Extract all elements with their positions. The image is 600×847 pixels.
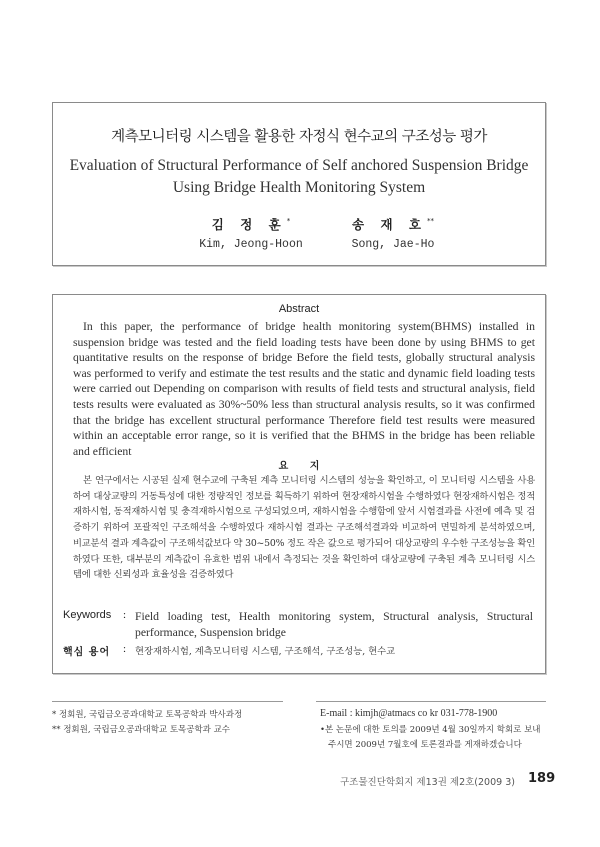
author-affiliation-2: ** 정회원, 국립금오공과대학교 토목공학과 교수: [52, 725, 231, 735]
keywords-value: 현장재하시험, 계측모니터링 시스템, 구조해석, 구조성능, 현수교: [135, 646, 396, 657]
keywords-value: Field loading test, Health monitoring system, Structural analysis, Structural performance, Suspension bridge: [135, 610, 533, 639]
keywords-korean: [63, 643, 533, 658]
title-box: [52, 102, 546, 266]
author-footnote-mark: **: [426, 217, 434, 225]
author-name-korean: 김 정 훈*: [211, 217, 291, 232]
journal-citation: 구조물진단학회지 제13권 제2호(2009 3): [340, 777, 515, 788]
korean-abstract-text: 본 연구에서는 시공된 실제 현수교에 구축된 계측 모니터링 시스템의 성능을 확인하고, 이 모니터링 시스템을 사용하여 대상교량의 거동특성에 대한 정량적인 정보를 획득하기 위하여 현장재하시험을 수행하였다 현장재하시험은 정적재하시험, 동적재하시험 및 충격재하시험으로 구성되었으며, 재하시험을 수행함에 앞서 시험결과를 사전에 예측 및 검증하기 위하여 포괄적인 구조해석을 수행하였다 재하시험 결과는 구조해석결과와 비교하여 면밀하게 분석하였으며, 비교분석 결과 계측값이 구조해석값보다 약 30~50% 정도 작은 값으로 평가되어 대상교량의 우수한 구조성능을 확인하였다 또한, 대부분의 계측값이 유효한 범위 내에서 측정되는 것을 확인하여 대상교량에 구축된 계측 모니터링 시스템에 대한 신뢰성과 효율성을 검증하였다: [73, 475, 535, 581]
abstract-heading: Abstract: [278, 303, 320, 315]
footnote-divider-right: [316, 701, 546, 702]
page-number: 189: [528, 771, 556, 786]
author-name-korean: 송 재 호**: [352, 217, 434, 232]
author-1: [181, 215, 321, 251]
english-title-line-1: Evaluation of Structural Performance of Self anchored Suspension Bridge: [69, 157, 529, 174]
keywords-colon: :: [123, 609, 127, 621]
discussion-note-line-2: 주시면 2009년 7월호에 토론결과를 게재하겠습니다: [328, 740, 522, 750]
english-title-line-2: Using Bridge Health Monitoring System: [172, 179, 426, 196]
keywords-label: Keywords: [63, 609, 112, 621]
contact-email: E-mail : kimjh@atmacs co kr 031-778-1900: [320, 708, 498, 719]
discussion-note-line-1: •본 논문에 대한 토의를 2009년 4월 30일까지 학회로 보내: [320, 725, 541, 735]
abstract-box: [52, 294, 546, 674]
keywords-colon: :: [123, 643, 127, 655]
footnote-divider-left: [52, 701, 283, 702]
author-footnote-mark: *: [286, 217, 291, 225]
abstract-text: In this paper, the performance of bridge health monitoring system(BHMS) installed in suspension bridge was tested and the field loading tests have been done by using BHMS to get quantitative results on the response of bridge Before the field tests, globally structural analysis was performed to verify and estimate the test results and the static and dynamic field loading tests were carried out Depending on comparison with results of field tests and structural analysis, field tests results were evaluated as 30%~50% less than structural analysis results, so it was confirmed that the bridge has excellent structural performance Therefore field test results were measured within an acceptable error range, so it is verified that the BHMS in the bridge has been reliable and efficient: [73, 320, 535, 458]
author-2: [323, 215, 463, 251]
korean-abstract-heading: 요 지: [278, 461, 320, 472]
korean-title: 계측모니터링 시스템을 활용한 자정식 현수교의 구조성능 평가: [111, 129, 487, 145]
keywords-label: 핵심 용어: [63, 647, 111, 658]
english-title: [53, 155, 545, 199]
author-name-english: Song, Jae-Ho: [351, 238, 435, 251]
author-name-english: Kim, Jeong-Hoon: [199, 238, 303, 251]
keywords-english: [63, 609, 533, 640]
author-affiliation-1: * 정회원, 국립금오공과대학교 토목공학과 박사과정: [52, 710, 243, 720]
